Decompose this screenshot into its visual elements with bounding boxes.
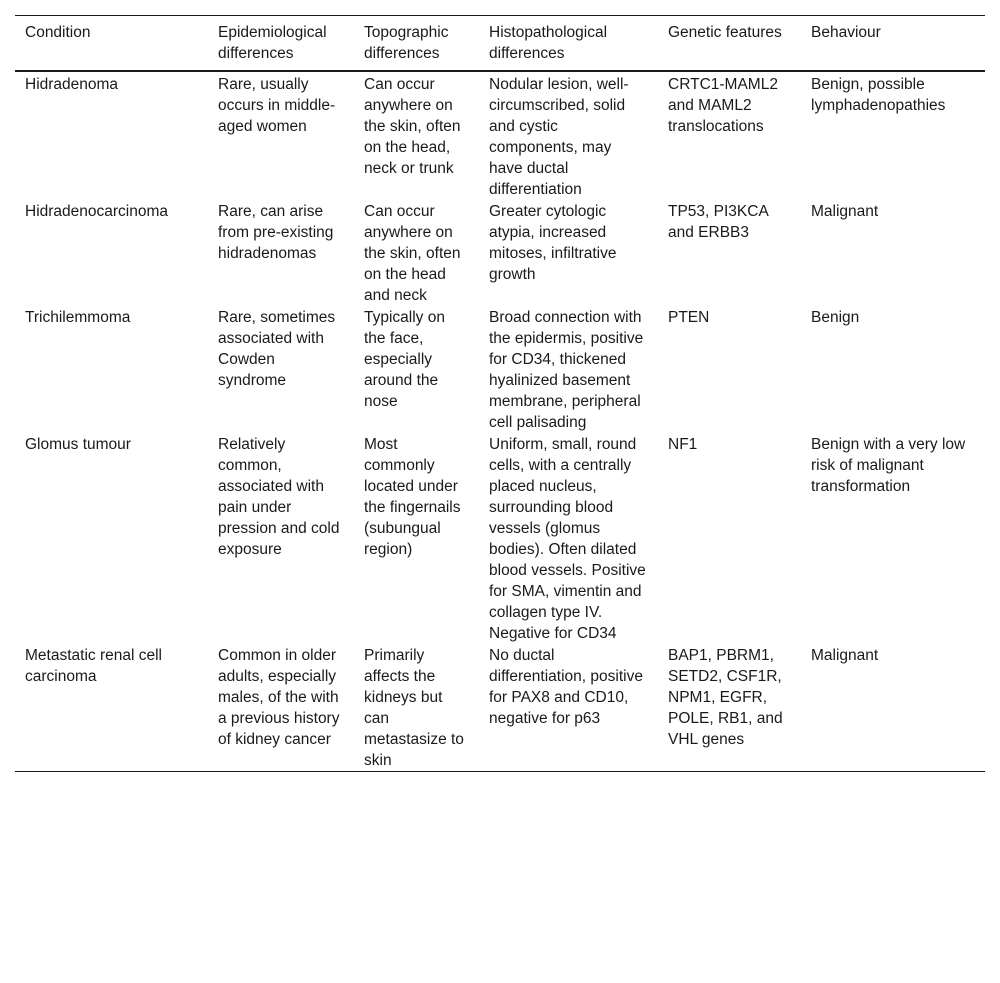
cell-epidemiological: Relatively common, associated with pain under pression and cold exposure: [218, 436, 340, 558]
comparison-table-container: [15, 15, 985, 772]
cell-topographic: Primarily affects the kidneys but can metastasize to skin: [364, 647, 464, 769]
header-genetic: Genetic features: [668, 24, 782, 41]
cell-genetic: PTEN: [668, 309, 710, 326]
table-row: [15, 306, 985, 433]
header-epidemiological: Epidemiological differences: [218, 24, 327, 62]
table-row: [15, 644, 985, 772]
cell-behaviour: Malignant: [811, 203, 879, 220]
cell-topographic: Most commonly located under the fingernails (subungual region): [364, 436, 461, 558]
header-behaviour: Behaviour: [811, 24, 881, 41]
cell-condition: Trichilemmoma: [25, 309, 131, 326]
comparison-table: [15, 15, 985, 772]
cell-topographic: Can occur anywhere on the skin, often on the head and neck: [364, 203, 461, 304]
cell-genetic: BAP1, PBRM1, SETD2, CSF1R, NPM1, EGFR, POLE, RB1, and VHL genes: [668, 647, 783, 748]
header-histopathological: Histopathological differences: [489, 24, 608, 62]
table-row: [15, 200, 985, 306]
table-body: [15, 71, 985, 772]
cell-genetic: NF1: [668, 436, 698, 453]
table-row: [15, 433, 985, 644]
cell-condition: Hidradenoma: [25, 76, 119, 93]
cell-topographic: Typically on the face, especially around the nose: [364, 309, 445, 410]
cell-epidemiological: Rare, sometimes associated with Cowden syndrome: [218, 309, 336, 389]
cell-genetic: TP53, PI3KCA and ERBB3: [668, 203, 768, 241]
header-row: [15, 16, 985, 72]
cell-histopathological: Nodular lesion, well-circumscribed, solid and cystic components, may have ductal differentiation: [489, 76, 629, 198]
table-header: [15, 16, 985, 72]
cell-condition: Glomus tumour: [25, 436, 131, 453]
cell-epidemiological: Rare, can arise from pre-existing hidradenomas: [218, 203, 334, 262]
cell-histopathological: Broad connection with the epidermis, positive for CD34, thickened hyalinized basement membrane, peripheral cell palisading: [489, 309, 644, 431]
header-topographic: Topographic differences: [364, 24, 449, 62]
cell-topographic: Can occur anywhere on the skin, often on the head, neck or trunk: [364, 76, 461, 177]
cell-histopathological: Uniform, small, round cells, with a centrally placed nucleus, surrounding blood vessels (glomus bodies). Often dilated blood vessels. Positive for SMA, vimentin and collagen type IV. Negative for CD34: [489, 436, 646, 642]
cell-histopathological: No ductal differentiation, positive for PAX8 and CD10, negative for p63: [489, 647, 643, 727]
header-condition: Condition: [25, 24, 91, 41]
cell-genetic: CRTC1-MAML2 and MAML2 translocations: [668, 76, 778, 135]
cell-condition: Metastatic renal cell carcinoma: [25, 647, 162, 685]
cell-behaviour: Malignant: [811, 647, 879, 664]
cell-behaviour: Benign: [811, 309, 860, 326]
cell-epidemiological: Common in older adults, especially males, of the with a previous history of kidney cancer: [218, 647, 340, 748]
cell-behaviour: Benign with a very low risk of malignant transformation: [811, 436, 966, 495]
table-row: [15, 71, 985, 200]
cell-condition: Hidradenocarcinoma: [25, 203, 169, 220]
cell-epidemiological: Rare, usually occurs in middle-aged women: [218, 76, 336, 135]
cell-behaviour: Benign, possible lymphadenopathies: [811, 76, 946, 114]
cell-histopathological: Greater cytologic atypia, increased mitoses, infiltrative growth: [489, 203, 617, 283]
